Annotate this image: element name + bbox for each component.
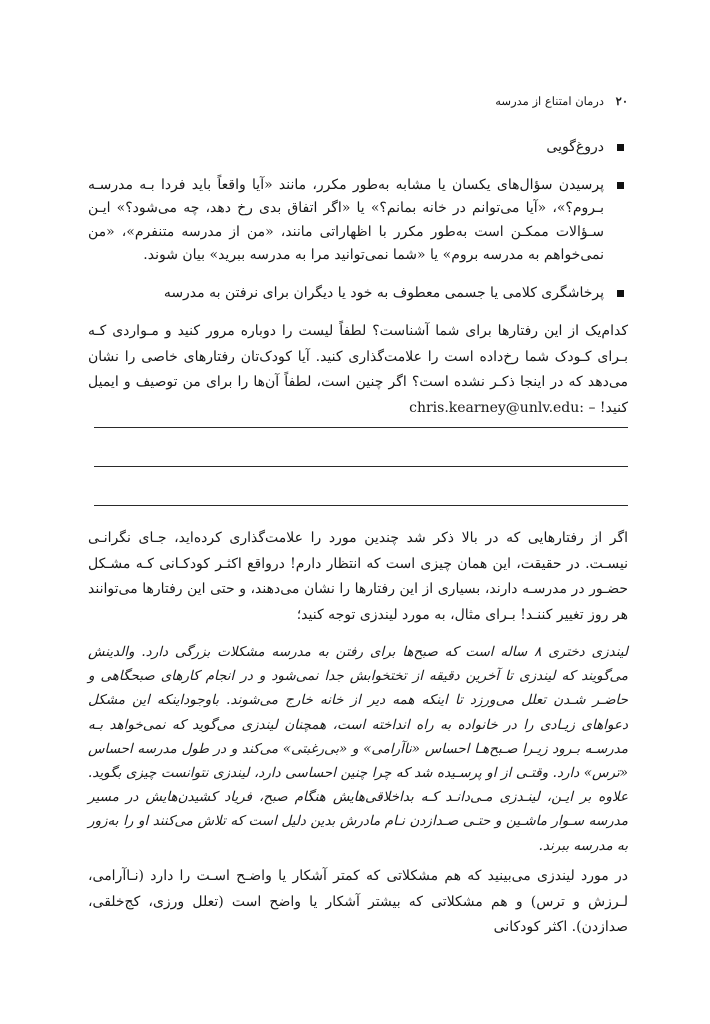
book-title: درمان امتناع از مدرسه: [495, 94, 604, 108]
bullet-item-repeated-questions: [88, 174, 628, 268]
running-header: [495, 94, 628, 108]
bullet-text: دروغ‌گویی: [546, 139, 604, 155]
bullet-text: پرخاشگری کلامی یا جسمی معطوف به خود یا دیگران برای نرفتن به مدرسه: [163, 284, 604, 301]
explanation-paragraph: اگر از رفتارهایی که در بالا ذکر شد چندین مورد را علامت‌گذاری کرده‌اید، جـای نگرانـی نیسـت. در حقیقت، این همان چیزی است که انتظار دارم! درواقع اکثـر کودکـانی کـه مشـکل حضـور در مدرسـه دارند، بسیاری از این رفتارها را نشان می‌دهند، و حتی این رفتارها می‌توانند هر روز تغییر کننـد! بـرای مثال، به مورد لیندزی توجه کنید؛: [88, 530, 628, 623]
case-study-paragraph: لیندزی دختری ۸ ساله است که صبح‌ها برای رفتن به مدرسه مشکلات بزرگی دارد. والدینش می‌گویند که لیندزی تا آخرین دقیقه از تختخوابش جدا نمی‌شود و در انجام کارهای صبحگاهی و حاضـر شـدن تعلل می‌ورزد تا اینکه همه دیر از خانه خارج می‌شوند. باوجوداینکه این مشکل دعواهای زیـادی را در خانواده به راه انداخته است، همچنان لیندزی می‌گوید که نمی‌خواهد بـه مدرسـه بـرود زیـرا صـبح‌هـا احساس «ناآرامی» و «بی‌رغبتی» می‌کند و در طول مدرسه احساس «ترس» دارد. وقتـی از او پرسـیده شد که چرا چنین احساسی دارد، لیندزی نتوانست چیزی بگوید. علاوه بر ایـن، لینـدزی مـی‌دانـد کـه بداخلاقی‌هایش هنگام صبح، فریاد کشیدن‌هایش در مسیر مدرسه سـوار ماشـین و حتـی صـدازدن نـام مادرش بدین دلیل است که تلاش می‌کنند او را به‌زور به مدرسه ببرند.: [88, 644, 628, 854]
page-number: ۲۰: [615, 94, 628, 108]
behavior-bullet-list: [88, 136, 628, 319]
bullet-item-lying: [88, 136, 628, 160]
closing-paragraph: در مورد لیندزی می‌بینید که هم مشکلاتی که کمتر آشکار یا واضـح اسـت را دارد (نـاآرامی، لـرزش و ترس) و هم مشکلاتی که بیشتر آشکار یا واضح است (تعلل ورزی، کج‌خلقی، صدازدن). اکثر کودکانی: [88, 868, 628, 935]
invitation-text: کدام‌یک از این رفتارها برای شما آشناست؟ لطفاً لیست را دوباره مرور کنید و مـواردی کـه بـرای کـودک شما رخ‌داده است را علامت‌گذاری کنید. آیا کودک‌تان رفتارهای خاصی را نشان می‌دهد که در اینجا ذکـر نشده است؟ اگر چنین است، لطفاً آن‌ها را برای من توصیف و ایمیل کنید! –: [88, 323, 628, 416]
square-bullet-icon: [617, 182, 624, 189]
document-page: [88, 0, 628, 1024]
square-bullet-icon: [617, 290, 624, 297]
bullet-item-aggression: [88, 282, 628, 306]
square-bullet-icon: [617, 144, 624, 151]
answer-line: [94, 505, 628, 506]
bullet-text: پرسیدن سؤال‌های یکسان یا مشابه به‌طور مکرر، مانند «آیا واقعاً باید فردا بـه مدرسـه بـروم؟»، «آیا می‌توانم در خانه بمانم؟» یا «اگر اتفاق بدی رخ دهد، چه می‌شود؟» ایـن سـؤالات ممکـن است به‌طور مکرر با اظهاراتی مانند، «من از مدرسه متنفرم»، «من نمی‌خواهم به مدرسه بروم» یا «شما نمی‌توانید مرا به مدرسه ببرید» بیان شوند.: [88, 176, 604, 263]
author-email: chris.kearney@unlv.edu:: [409, 399, 584, 416]
answer-line: [94, 427, 628, 428]
invitation-paragraph: [88, 319, 628, 421]
answer-line: [94, 466, 628, 467]
